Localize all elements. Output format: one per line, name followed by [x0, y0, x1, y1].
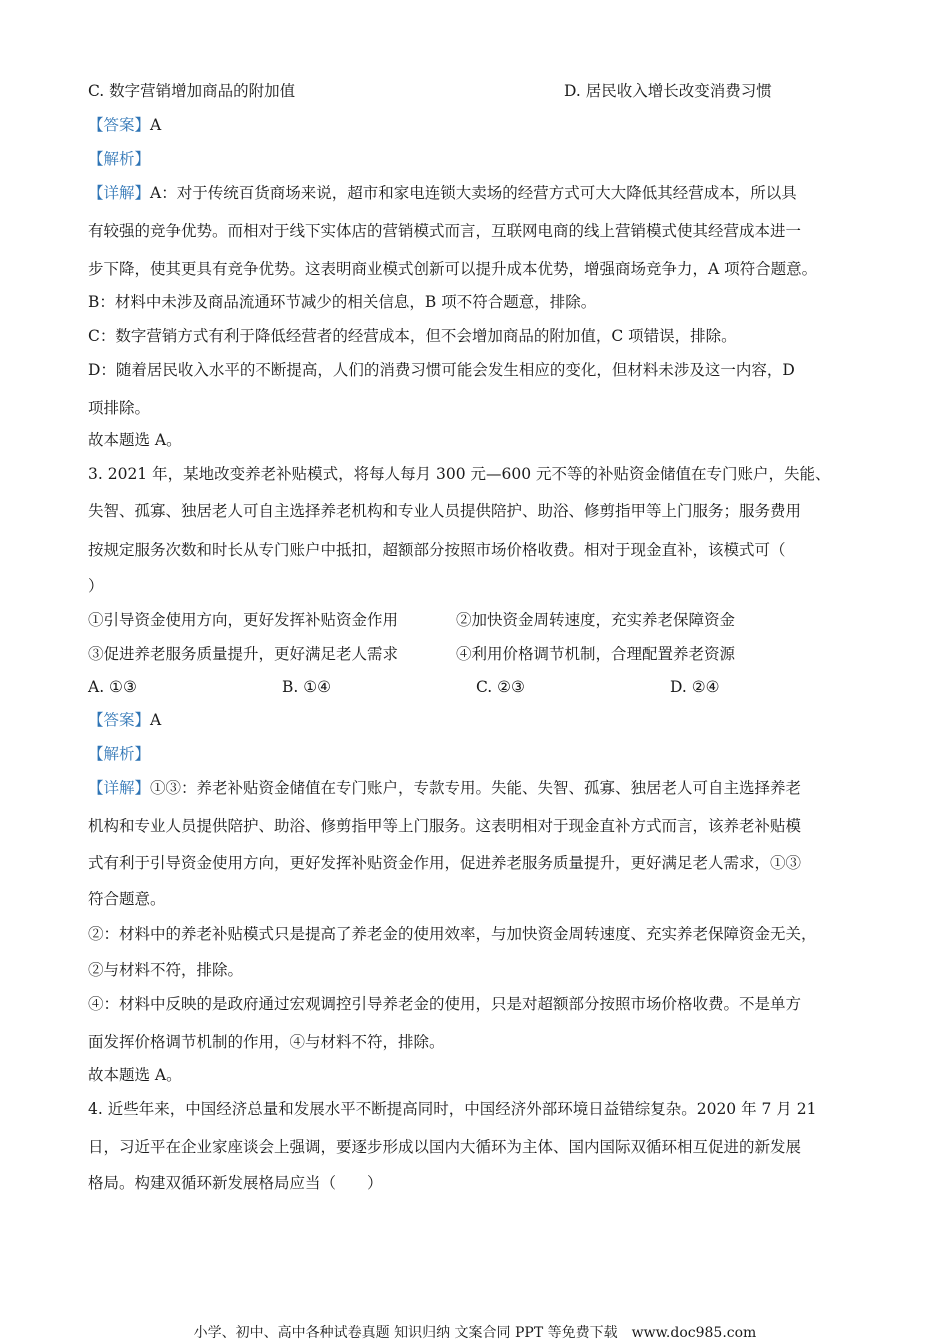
q2-detail-line: 步下降，使其更具有竞争优势。这表明商业模式创新可以提升成本优势，增强商场竞争力，A 项符合题意。	[88, 260, 818, 278]
q3-option-a: A. ①③	[88, 678, 137, 696]
detail-tag: 【详解】	[88, 184, 151, 202]
q3-stem-line: 3. 2021 年，某地改变养老补贴模式，将每人每月 300 元—600 元不等的补贴资金储值在专门账户，失能、	[88, 465, 831, 483]
q3-item-4: ④利用价格调节机制，合理配置养老资源	[456, 645, 736, 663]
q4-stem-line: 日，习近平在企业家座谈会上强调，要逐步形成以国内大循环为主体、国内国际双循环相互促进的新发展	[88, 1138, 802, 1156]
q4-stem-line: 格局。构建双循环新发展格局应当（ ）	[88, 1174, 383, 1192]
q2-analysis-tag: 【解析】	[88, 150, 151, 168]
q3-items-row	[88, 609, 868, 631]
q2-conclusion: 故本题选 A。	[88, 431, 182, 449]
q3-stem-line: 按规定服务次数和时长从专门账户中抵扣，超额部分按照市场价格收费。相对于现金直补，该模式可（	[88, 541, 786, 559]
page-footer: 小学、初中、高中各种试卷真题 知识归纳 文案合同 PPT 等免费下载 www.doc985.com	[193, 1325, 757, 1341]
q3-stem-line: 失智、孤寡、独居老人可自主选择养老机构和专业人员提供陪护、助浴、修剪指甲等上门服务；服务费用	[88, 502, 802, 520]
q3-detail-line: 式有利于引导资金使用方向，更好发挥补贴资金作用，促进养老服务质量提升，更好满足老人需求，①③	[88, 854, 802, 872]
q3-analysis-tag: 【解析】	[88, 745, 151, 763]
q3-detail-line	[88, 777, 868, 799]
q2-option-c: C. 数字营销增加商品的附加值	[88, 82, 296, 100]
detail-tag: 【详解】	[88, 779, 151, 797]
q4-stem-line: 4. 近些年来，中国经济总量和发展水平不断提高同时，中国经济外部环境日益错综复杂。2020 年 7 月 21	[88, 1100, 817, 1118]
q3-option-c: C. ②③	[476, 678, 525, 696]
q2-detail-line: 有较强的竞争优势。而相对于线下实体店的营销模式而言，互联网电商的线上营销模式使其经营成本进一	[88, 222, 802, 240]
q3-detail-line: 符合题意。	[88, 890, 166, 908]
answer-value: A	[150, 711, 162, 729]
q2-detail-text: A：对于传统百货商场来说，超市和家电连锁大卖场的经营方式可大大降低其经营成本，所以具	[150, 184, 797, 202]
q2-detail-line: D：随着居民收入水平的不断提高，人们的消费习惯可能会发生相应的变化，但材料未涉及这一内容，D	[88, 361, 795, 379]
q3-item-3: ③促进养老服务质量提升，更好满足老人需求	[88, 645, 399, 663]
q2-detail-line	[88, 182, 868, 204]
q3-detail-line: ②与材料不符，排除。	[88, 961, 244, 979]
q3-item-1: ①引导资金使用方向，更好发挥补贴资金作用	[88, 611, 399, 629]
q2-option-row	[88, 80, 868, 102]
q3-detail-line: ④：材料中反映的是政府通过宏观调控引导养老金的使用，只是对超额部分按照市场价格收费。不是单方	[88, 995, 802, 1013]
q2-detail-line: C：数字营销方式有利于降低经营者的经营成本，但不会增加商品的附加值，C 项错误，排除。	[88, 327, 737, 345]
answer-value: A	[150, 116, 162, 134]
q3-conclusion: 故本题选 A。	[88, 1066, 182, 1084]
q2-answer	[88, 114, 868, 136]
q3-stem-line: ）	[88, 577, 104, 595]
q3-detail-text: ①③：养老补贴资金储值在专门账户，专款专用。失能、失智、孤寡、独居老人可自主选择养老	[150, 779, 802, 797]
answer-tag: 【答案】	[88, 711, 151, 729]
q3-item-2: ②加快资金周转速度，充实养老保障资金	[456, 611, 736, 629]
q3-detail-line: 面发挥价格调节机制的作用，④与材料不符，排除。	[88, 1033, 445, 1051]
q2-option-d: D. 居民收入增长改变消费习惯	[564, 82, 772, 100]
q3-answer	[88, 709, 868, 731]
q3-option-d: D. ②④	[670, 678, 720, 696]
q3-items-row	[88, 643, 868, 665]
answer-tag: 【答案】	[88, 116, 151, 134]
q3-option-b: B. ①④	[282, 678, 332, 696]
q2-detail-line: 项排除。	[88, 399, 151, 417]
q3-detail-line: 机构和专业人员提供陪护、助浴、修剪指甲等上门服务。这表明相对于现金直补方式而言，该养老补贴模	[88, 817, 802, 835]
q2-detail-line: B：材料中未涉及商品流通环节减少的相关信息，B 项不符合题意，排除。	[88, 293, 597, 311]
q3-detail-line: ②：材料中的养老补贴模式只是提高了养老金的使用效率，与加快资金周转速度、充实养老保障资金无关，	[88, 925, 817, 943]
